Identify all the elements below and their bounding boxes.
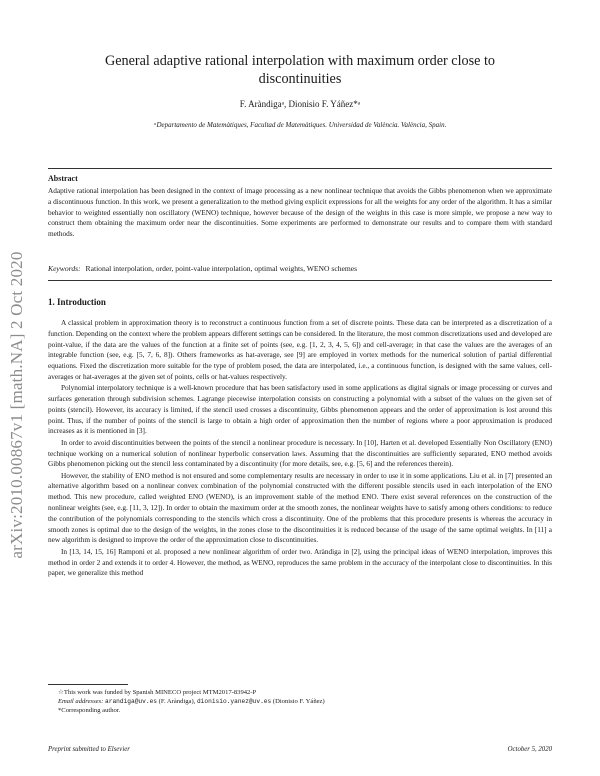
arxiv-identifier: arXiv:2010.00867v1 [math.NA] 2 Oct 2020	[7, 251, 26, 559]
abstract-bottom-rule	[48, 280, 552, 281]
paper-title	[48, 52, 552, 88]
abstract-top-rule	[48, 168, 552, 169]
section-heading-introduction: 1. Introduction	[48, 297, 106, 307]
preprint-date: October 5, 2020	[507, 746, 552, 753]
funding-footnote: ☆This work was funded by Spanish MINECO project MTM2017-83942-P	[58, 689, 257, 696]
email-footnote	[58, 697, 552, 706]
author-list: F. Aràndigaᵃ, Dionisio F. Yáñez*ᵃ	[239, 99, 361, 109]
footnote-rule	[48, 684, 128, 685]
paragraph: However, the stability of ENO method is not ensured and some complementary results are necessary in order to use it in some applications. Liu et al. in [7] presented an alternative algorithm based on a nonlinear convex combination of the polynomial constructed with the different possible stencils used in each interpolation of the ENO method. This new procedure, called weighted ENO (WENO), is an improvement stable of the method ENO. There exist several references on the construction of the nonlinear weights (see, e.g. [11, 3, 12]). In order to obtain the maximum order at the smooth zones, the nonlinear weights have to satisfy among others conditions: to reduce the contribution of the polynomials corresponding to the stencils which cross a discontinuity. One of the problems that this procedure presents is whereas the accuracy in smooth zones is optimal due to the design of the weights, in the zones close to the discontinuities it is reduced because of the usage of the same optimal weights. In [11] a new algorithm is designed to improve the order of the approximation close to discontinuities.	[48, 470, 552, 545]
email-link-1[interactable]: arandiga@uv.es	[105, 698, 157, 705]
paragraph: A classical problem in approximation theory is to reconstruct a continuous function from a set of discrete points. These data can be interpreted as a discretization of a function. Depending on the context where the problem appears different settings can be considered. In the literature, the most common discretizations used and developed are point-value, if the data are the values of the function at a finite set of points (see, e.g. [1, 2, 3, 4, 5, 6]) and cell-average; in that case the values are the averages of an integrable function (see, e.g. [5, 7, 6, 8]). Others frameworks as hat-average, see [9] are employed in vortex methods for the numerical solution of partial differential equations. Fixed the discretization more suitable for the type of problem posed, the data are interpolated, i.e., a continuous function, is designed with the same values, cell-averages or hat-averages at the given set of points, cells or hat-values respectively.	[48, 318, 552, 381]
email-owner-1: (F. Aràndiga),	[158, 698, 196, 705]
introduction-body	[48, 318, 552, 579]
keywords-label: Keywords:	[48, 264, 81, 273]
title-line-2: discontinuities	[258, 71, 342, 87]
keywords-line	[48, 264, 357, 273]
paragraph: In order to avoid discontinuities between the points of the stencil a nonlinear procedure is necessary. In [10], Harten et al. developed Essentially Non Oscillatory (ENO) technique working on a numerical solution of nonlinear hyperbolic conservation laws. Assuming that the discontinuities are sufficiently separated, ENO method avoids Gibbs phenomenon picking out the stencil less contaminated by a discontinuity (for more details, see, e.g. [5, 6] and the references therein).	[48, 437, 552, 469]
footnotes	[58, 688, 552, 715]
preprint-notice: Preprint submitted to Elsevier	[48, 746, 130, 753]
affiliation: ᵃDepartamento de Matemàtiques, Facultad de Matemàtiques. Universidad de València. València, Spain.	[153, 121, 447, 129]
corresponding-author-footnote: *Corresponding author.	[58, 707, 121, 714]
title-line-1: General adaptive rational interpolation with maximum order close to	[104, 53, 496, 69]
email-owner-2: (Dionisio F. Yáñez)	[272, 698, 325, 705]
arxiv-sidebar-stamp	[2, 195, 32, 615]
paragraph: In [13, 14, 15, 16] Ramponi et al. proposed a new nonlinear algorithm of order two. Aràndiga in [2], using the principal ideas of WENO interpolation, improves this method in order 2 and extends it to order 4. However, the method, as WENO, reproduces the same problem in the accuracy of the interpolant close to discontinuities. In this paper, we generalize this method	[48, 546, 552, 578]
email-link-2[interactable]: dionisio.yanez@uv.es	[196, 698, 272, 705]
abstract-text: Adaptive rational interpolation has been designed in the context of image processing as a new nonlinear technique that avoids the Gibbs phenomenon when we approximate a discontinuous function. In this work, we present a generalization to the method giving explicit expressions for all the weights for any order of the algorithm. It has a similar behavior to weighted essentially non oscillatory (WENO) technique, however because of the design of the weights in this case is more simple, we propose a new way to construct them obtaining the maximum order near the discontinuities. Some experiments are performed to demonstrate our results and to compare them with standard methods.	[48, 186, 552, 239]
keywords-list: Rational interpolation, order, point-value interpolation, optimal weights, WENO schemes	[85, 264, 358, 273]
abstract-heading: Abstract	[48, 174, 78, 183]
email-label: Email addresses:	[58, 698, 104, 705]
paragraph: Polynomial interpolatory technique is a well-known procedure that has been satisfactory used in some applications as digital signals or image processing or curves and surfaces generation through subdivision schemes. Lagrange piecewise interpolation consists on constructing a polynomial with a subset of the values on the given set of points (stencil). However, its accuracy is limited, if the stencil used crosses a discontinuity, Gibbs phenomenon appears and the order of approximation is lost around this point. Thus, if the number of points of the stencil is large to obtain a high order of approximation then the number of regions where a poor approximation is produced increases as it is mentioned in [3].	[48, 383, 552, 436]
